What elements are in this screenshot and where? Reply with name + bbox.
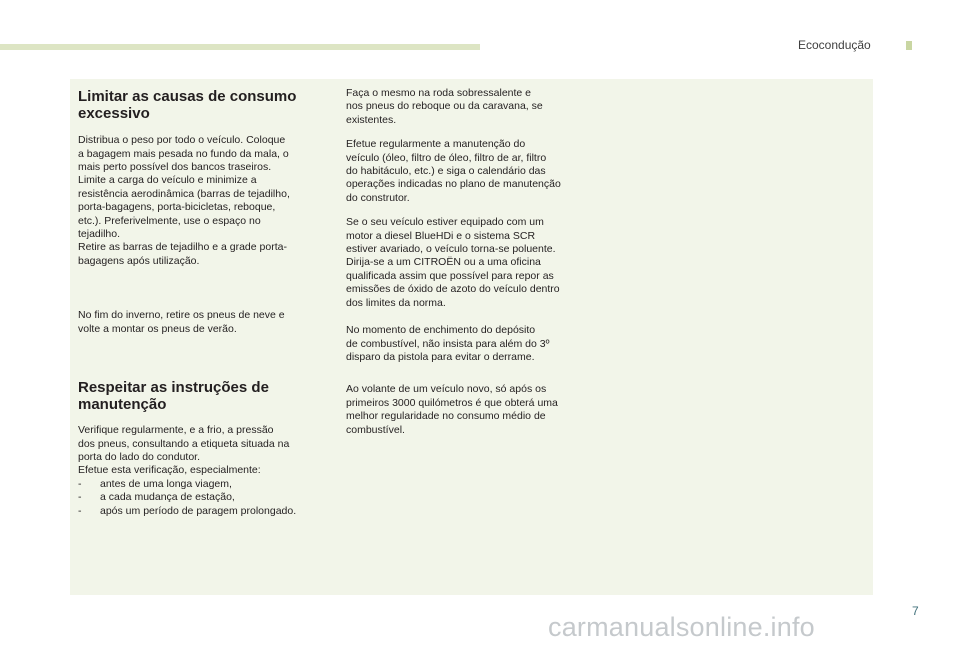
heading-maintenance: Respeitar as instruções de manutenção [78,379,269,413]
paragraph-winter-tyres: No fim do inverno, retire os pneus de neve e volte a montar os pneus de verão. [78,309,285,335]
check-list [78,478,340,518]
paragraph-fuelling: No momento de enchimento do depósito de combustível, não insista para além do 3º disparo da pistola para evitar o derrame. [346,324,550,363]
paragraph-new-vehicle: Ao volante de um veículo novo, só após os primeiros 3000 quilómetros é que obterá uma melhor regularidade no consumo médio de combustível. [346,383,558,436]
paragraph-tyre-pressure: Verifique regularmente, e a frio, a pressão dos pneus, consultando a etiqueta situada na porta do lado do condutor. Efetue esta verificação, especialmente: [78,424,290,477]
list-item: - após um período de paragem prolongado. [78,505,340,518]
section-marker [906,41,912,50]
paragraph-service: Efetue regularmente a manutenção do veículo (óleo, filtro de óleo, filtro de ar, filtro do habitáculo, etc.) e siga o calendário das operações indicadas no plano de manutenção do construtor. [346,138,561,204]
page-number: 7 [912,604,919,618]
right-column [346,87,608,437]
list-item: - antes de uma longa viagem, [78,478,340,491]
paragraph-bluehdi: Se o seu veículo estiver equipado com um motor a diesel BlueHDi e o sistema SCR estiver avariado, o veículo torna-se poluente. Dirija-se a um CITROËN ou a uma oficina qualificada assim que possível para repor as emissões de óxido de azoto do veículo dentro dos limites da norma. [346,216,560,309]
list-item: - a cada mudança de estação, [78,491,340,504]
watermark: carmanualsonline.info [548,612,815,642]
left-column [78,89,340,518]
header-accent-bar [0,44,480,50]
paragraph-spare-wheel: Faça o mesmo na roda sobressalente e nos pneus do reboque ou da caravana, se existentes. [346,87,543,126]
section-title: Ecocondução [798,38,871,52]
heading-limit-consumption: Limitar as causas de consumo excessivo [78,88,297,122]
paragraph-weight: Distribua o peso por todo o veículo. Coloque a bagagem mais pesada no fundo da mala, o mais perto possível dos bancos traseiros. Limite a carga do veículo e minimize a resistência aerodinâmica (barras de tejadilho, porta-bagagens, porta-bicicletas, reboque, etc.). Preferivelmente, use o espaço no tejadilho. Retire as barras de tejadilho e a grade porta- bagagens após utilização. [78,134,290,267]
